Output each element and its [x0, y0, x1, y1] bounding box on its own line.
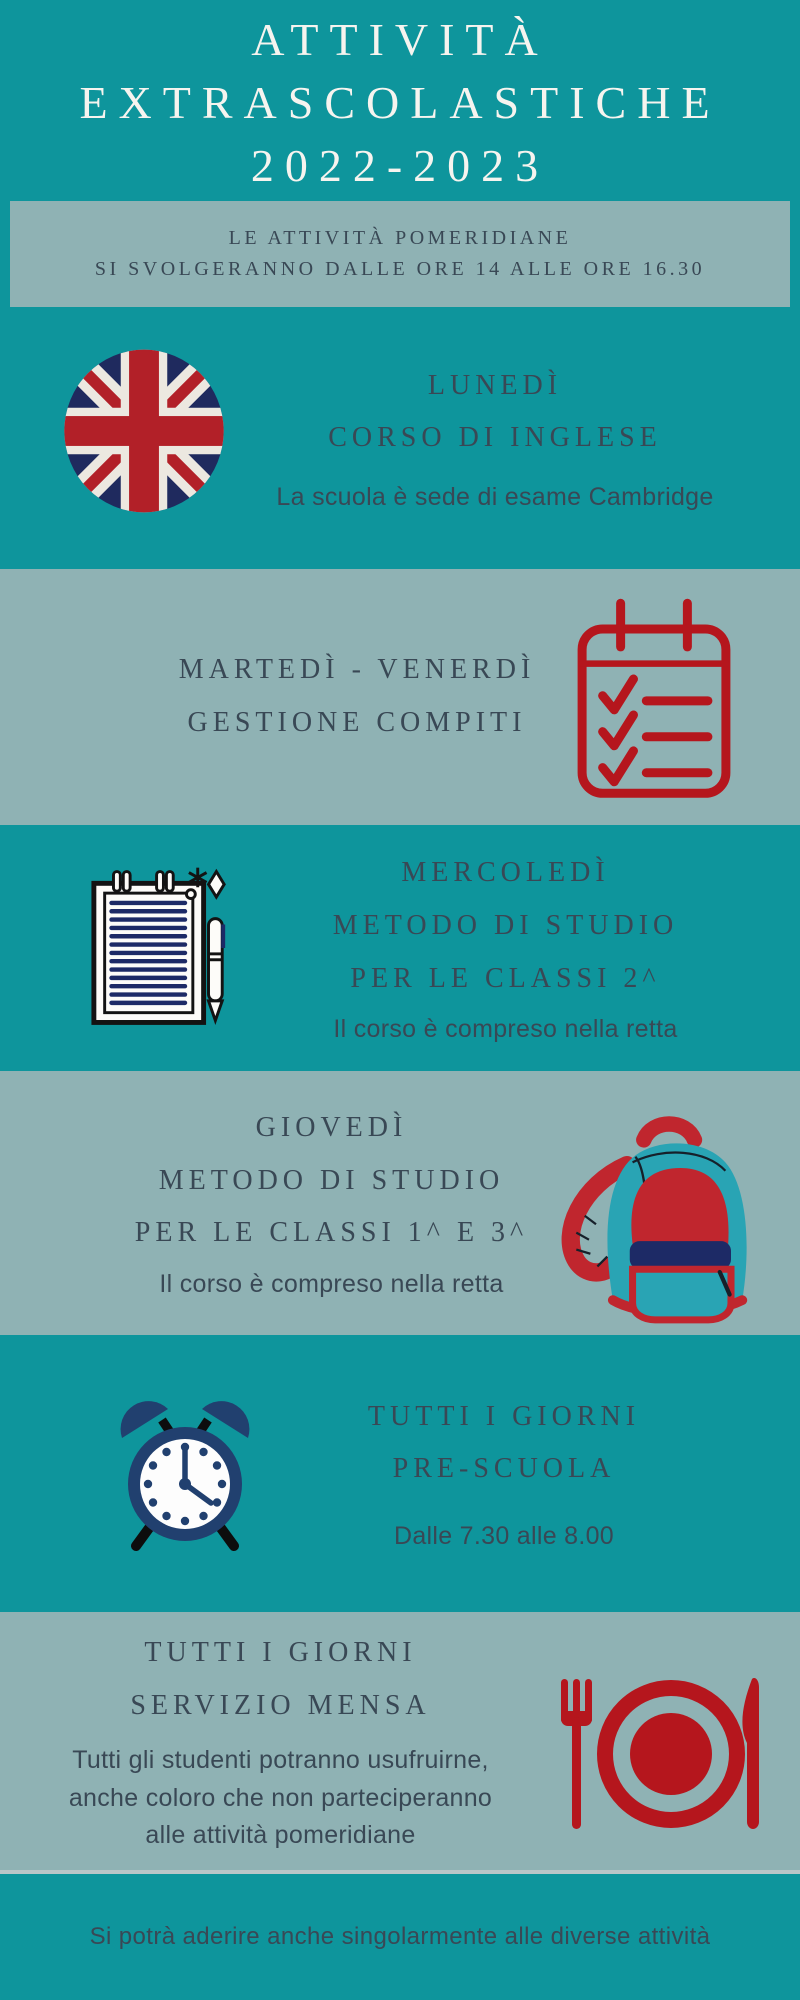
monday-note: La scuola è sede di esame Cambridge [276, 483, 714, 512]
section-monday [0, 307, 800, 569]
subtitle-line-1: LE ATTIVITÀ POMERIDIANE [228, 227, 572, 250]
mensa-note-line1: Tutti gli studenti potranno usufruirne, [72, 1746, 489, 1775]
subtitle-line-2: SI SVOLGERANNO DALLE ORE 14 ALLE ORE 16.30 [94, 258, 706, 281]
footer-note: Si potrà aderire anche singolarmente alle diverse attività [89, 1923, 711, 1951]
checklist-icon [574, 593, 734, 801]
thursday-day-label: GIOVEDÌ [255, 1112, 408, 1144]
monday-text [230, 360, 800, 517]
mensa-note-line2: anche coloro che non parteciperanno [68, 1783, 493, 1812]
section-wednesday [0, 825, 800, 1071]
backpack-icon [551, 1114, 776, 1326]
wednesday-text [233, 847, 800, 1048]
wednesday-note: Il corso è compreso nella retta [333, 1015, 678, 1044]
thursday-note: Il corso è compreso nella retta [159, 1270, 504, 1299]
alarm-clock-icon [110, 1392, 260, 1554]
monday-day-label: LUNEDÌ [427, 369, 563, 401]
title-line-3: 2022-2023 [250, 140, 550, 192]
tuesday-day-label: MARTEDÌ - VENERDÌ [178, 654, 536, 686]
title-line-1: ATTIVITÀ [251, 14, 549, 66]
section-prescuola [0, 1335, 800, 1612]
thursday-activity-line1: METODO DI STUDIO [158, 1164, 505, 1196]
prescuola-text [260, 1391, 800, 1556]
section-footer [0, 1870, 800, 2000]
mensa-day-label: TUTTI I GIORNI [144, 1637, 417, 1669]
prescuola-day-label: TUTTI I GIORNI [367, 1400, 641, 1432]
tuesday-text [0, 644, 574, 749]
tuesday-activity-label: GESTIONE COMPITI [187, 707, 527, 739]
subtitle-band [10, 201, 790, 307]
prescuola-activity-label: PRE-SCUOLA [392, 1453, 616, 1485]
section-header [0, 0, 800, 307]
mensa-text [0, 1627, 549, 1855]
notepad-pen-icon [88, 863, 233, 1033]
prescuola-note: Dalle 7.30 alle 8.00 [393, 1522, 615, 1551]
section-mensa [0, 1612, 800, 1870]
uk-flag-icon [58, 348, 230, 514]
mensa-note-line3: alle attività pomeridiane [145, 1821, 416, 1850]
wednesday-activity-line1: METODO DI STUDIO [332, 909, 679, 941]
wednesday-day-label: MERCOLEDÌ [401, 857, 610, 889]
title-line-2: EXTRASCOLASTICHE [79, 77, 721, 129]
section-thursday [0, 1071, 800, 1334]
section-tuesday-friday [0, 569, 800, 824]
thursday-text [0, 1102, 551, 1303]
meal-plate-icon [549, 1675, 764, 1835]
thursday-activity-line2: PER LE CLASSI 1^ E 3^ [134, 1217, 529, 1249]
mensa-note [12, 1742, 549, 1855]
wednesday-activity-line2: PER LE CLASSI 2^ [350, 962, 661, 994]
mensa-activity-label: SERVIZIO MENSA [130, 1689, 431, 1721]
poster-title [0, 0, 800, 201]
monday-activity-label: CORSO DI INGLESE [328, 422, 662, 454]
